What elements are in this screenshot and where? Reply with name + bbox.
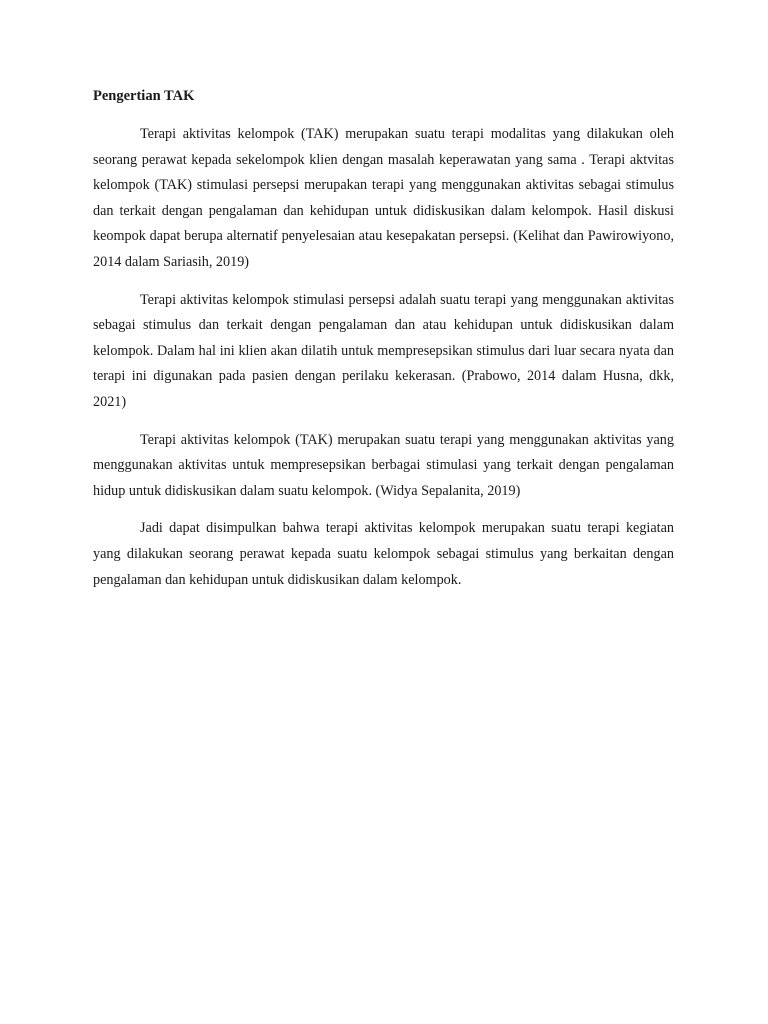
paragraph-3: Terapi aktivitas kelompok (TAK) merupakan suatu terapi yang menggunakan aktivitas yang menggunakan aktivitas untuk mempresepsikan berbagai stimulasi yang terkait dengan pengalaman hidup untuk didiskusikan dalam suatu kelompok. (Widya Sepalanita, 2019): [93, 431, 674, 499]
paragraph-2: Terapi aktivitas kelompok stimulasi persepsi adalah suatu terapi yang menggunakan aktivitas sebagai stimulus dan terkait dengan pengalaman dan atau kehidupan untuk didiskusikan dalam kelompok. Dalam hal ini klien akan dilatih untuk mempresepsikan stimulus dari luar secara nyata dan terapi ini digunakan pada pasien dengan perilaku kekerasan. (Prabowo, 2014 dalam Husna, dkk, 2021): [93, 291, 674, 410]
paragraph-1: Terapi aktivitas kelompok (TAK) merupakan suatu terapi modalitas yang dilakukan oleh seorang perawat kepada sekelompok klien dengan masalah keperawatan yang sama . Terapi aktvitas kelompok (TAK) stimulasi persepsi merupakan terapi yang menggunakan aktivitas sebagai stimulus dan terkait dengan pengalaman dan kehidupan untuk didiskusikan dalam kelompok. Hasil diskusi keompok dapat berupa alternatif penyelesaian atau kesepakatan persepsi. (Kelihat dan Pawirowiyono, 2014 dalam Sariasih, 2019): [93, 126, 674, 270]
paragraph-4: Jadi dapat disimpulkan bahwa terapi aktivitas kelompok merupakan suatu terapi kegiatan yang dilakukan seorang perawat kepada suatu kelompok sebagai stimulus yang berkaitan dengan pengalaman dan kehidupan untuk didiskusikan dalam kelompok.: [93, 520, 674, 588]
document-body: [93, 84, 674, 605]
section-heading: Pengertian TAK: [93, 88, 195, 104]
